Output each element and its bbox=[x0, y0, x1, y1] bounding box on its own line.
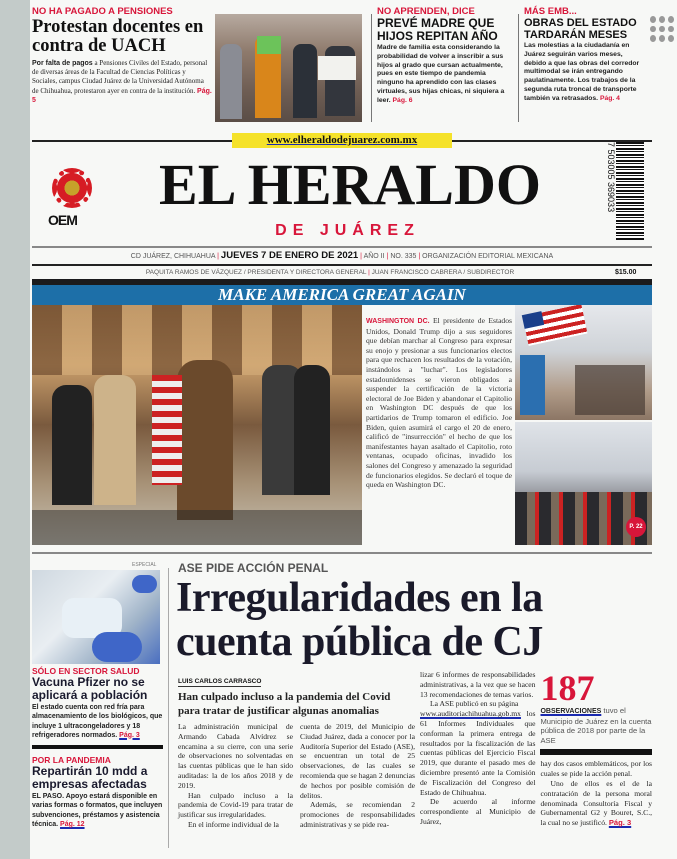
main-story bbox=[176, 561, 652, 830]
top-story-madre[interactable] bbox=[377, 6, 514, 106]
story-kicker: POR LA PANDEMIA bbox=[32, 755, 111, 766]
rule bbox=[32, 264, 652, 266]
page-ref[interactable]: Pág. 5 bbox=[32, 87, 212, 104]
story-headline: PREVÉ MADRE QUE HIJOS REPITAN AÑO bbox=[377, 16, 498, 43]
stat-text: tuvo el Municipio de Juárez en la cuenta pública de 2018 por parte de la ASE bbox=[540, 706, 652, 745]
dateline: WASHINGTON DC. bbox=[366, 318, 430, 325]
protest-photo bbox=[215, 14, 362, 122]
dateline-bar: CD JUÁREZ, CHIHUAHUA | JUEVES 7 DE ENERO DE 2021 | AÑO II | NO. 335 | ORGANIZACIÓN EDITORIAL MEXICANA bbox=[130, 250, 554, 261]
top-story-pensiones[interactable] bbox=[32, 6, 212, 105]
stat-label: OBSERVACIONES bbox=[540, 708, 602, 715]
divider bbox=[518, 14, 519, 122]
page-ref[interactable]: Pág. 6 bbox=[392, 96, 413, 104]
website-link[interactable]: www.elheraldodejuarez.com.mx bbox=[232, 133, 452, 148]
top-story-obras[interactable] bbox=[524, 6, 645, 104]
main-right-block bbox=[540, 670, 652, 830]
story-body: Madre de familia esta considerando la probabilidad de volver a inscribir a sus hijos al grado que cursan actualmente, pues en este tiempo de pandemia ninguno ha aprendido con las clases virtuales, sus hijas chicas, ni siquiera a leer. bbox=[377, 44, 505, 104]
logo-text: OEM bbox=[48, 212, 77, 228]
vaccine-photo bbox=[32, 570, 160, 664]
rule bbox=[32, 745, 163, 749]
feature-banner: MAKE AMERICA GREAT AGAIN bbox=[32, 285, 652, 305]
story-headline: OBRAS DEL ESTADO TARDARÁN MESES bbox=[524, 17, 637, 41]
divider bbox=[168, 568, 169, 848]
page-ref[interactable]: Pág. 12 bbox=[60, 821, 85, 829]
story-body: El estado cuenta con red fría para almacenamiento de los biológicos, que incluye 1 ultracongeladores y 18 refrigeradores normados. bbox=[32, 704, 163, 739]
stat-callout bbox=[540, 670, 652, 755]
story-body: Las molestias a la ciudadanía en Juárez seguirán varios meses, debido a que las obras del corredor multimodal se irán entregando paulatinamente. Los trabajos de la segunda ruta troncal de transporte también va retrasados. bbox=[524, 42, 640, 102]
capitol-crowd-photo bbox=[515, 422, 652, 545]
page-ref[interactable]: Pág. 3 bbox=[608, 818, 632, 828]
byline: LUIS CARLOS CARRASCO bbox=[178, 678, 262, 685]
article-column-1: La administración municipal de Armando Cabada Alvídrez se encamina a su cierre, con una serie de observaciones no solventadas en las cuentas públicas que le han sido auditadas: la de los años 2018 y de 2019. Han culpado incluso a la pandemia de Covid-19 para tratar de justificar sus irregularidades. En el informe individual de la bbox=[178, 722, 293, 829]
divider bbox=[371, 14, 372, 122]
article-column-4: hay dos casos emblemáticos, por los cuales se pide la acción penal. Uno de ellos es el de la contratación de la persona moral denominada Consultoría Fiscal y Gubernamental G2 y Bouret, S.C., la cual no se justificó. Pág. 3 bbox=[540, 759, 652, 828]
feature-article bbox=[366, 316, 512, 490]
barcode: 7 503005 369033 bbox=[604, 142, 644, 240]
masthead-subtitle: DE JUÁREZ bbox=[275, 222, 420, 239]
page-ref[interactable]: Pág. 4 bbox=[599, 94, 620, 102]
main-subhead: Han culpado incluso a la pandemia del Covid para tratar de justificar algunas anomalias bbox=[178, 691, 391, 717]
feature-body: El presidente de Estados Unidos, Donald Trump dijo a sus seguidores que debían marchar al Congreso para expresar su enojo y presionar a sus funcionarios electos para que rechacen los resultados de la votación, instándolos a "luchar". Los legisladores estadounidenses se vieron obligados a suspender la certificación de la victoria electoral de Joe Biden y abandonar el Capitolio en Washington DC después de que los partidarios de Trump tomaron el edificio. Joe Biden, quien asumirá el cargo el 20 de enero, calificó de "insurrección" el hecho de que los manifestantes hayan asaltado el Capitolio, roto ventanas, ocupado oficinas, invadido los salones del Congreso y amenazado la seguridad de funcionarios elegidos. Se declaró el toque de queda en Washington DC. bbox=[366, 316, 512, 490]
article-column-3: lizar 6 informes de responsabilidades administrativas, a la vez que se hacen 13 recomendaciones de temas varios. La ASE publicó en su página www.auditoriachihuahua.gob.mx los 61 Informes Individuales que conforman la primera entrega de resultados por la fiscalización de las cuentas públicas del Ejercicio Fiscal 2019, que durante el pasado mes de diciembre presentó ante la Comisión de Fiscalización del Congreso del Estado de Chihuahua. De acuerdo al informe correspondiente al Municipio de Juárez, bbox=[420, 670, 536, 826]
rule bbox=[540, 749, 652, 755]
rule bbox=[32, 246, 652, 248]
story-kicker: MÁS EMB... bbox=[524, 6, 577, 17]
story-kicker: SÓLO EN SECTOR SALUD bbox=[32, 666, 140, 676]
price: $15.00 bbox=[615, 269, 637, 276]
masthead-title: EL HERALDO bbox=[159, 152, 541, 217]
rule bbox=[32, 552, 652, 554]
sidebar-story-vacuna[interactable] bbox=[32, 666, 163, 740]
article-column-2: cuenta de 2019, del Municipio de Ciudad Juárez, dada a conocer por la Auditoría Superior del Estado (ASE), se encuentran un total de 25 observaciones, de las cuales se recomienda que se hagan 2 denuncias de hechos por posible comisión de delitos. Además, se recomiendan 2 promociones de responsabilidades administrativas y se pide rea- bbox=[300, 722, 415, 829]
capitol-rioters-photo bbox=[32, 305, 362, 545]
auditoria-link[interactable]: www.auditoriachihuahua.gob.mx bbox=[420, 709, 521, 719]
story-headline: Vacuna Pfizer no se aplicará a población bbox=[32, 675, 148, 702]
story-lead: Por falta de pagos bbox=[32, 60, 93, 67]
story-kicker: NO APRENDEN, DICE bbox=[377, 6, 475, 17]
story-kicker: NO HA PAGADO A PENSIONES bbox=[32, 6, 173, 17]
page-badge[interactable]: P. 22 bbox=[626, 517, 646, 537]
issue-date: JUEVES 7 DE ENERO DE 2021 bbox=[220, 250, 359, 261]
main-headline: Irregularidades en la cuenta pública de CJ bbox=[176, 575, 543, 665]
sidebar-story-empresas[interactable] bbox=[32, 755, 163, 829]
oem-logo bbox=[48, 168, 100, 238]
main-left-block bbox=[178, 670, 415, 830]
stat-number: 187 bbox=[540, 668, 595, 708]
story-body: a Pensiones Civiles del Estado, personal de diversas áreas de la Facultad de Ciencias Políticas y Sociales, campus Ciudad Juárez de la Universidad Autónoma de Chihuahua, protestaron ayer en contra de la institución. bbox=[32, 59, 208, 95]
capitol-flag-photo bbox=[515, 305, 652, 420]
story-headline: Protestan docentes en contra de UACH bbox=[32, 17, 204, 56]
page-ref[interactable]: Pág. 3 bbox=[119, 731, 140, 739]
photo-credit: ESPECIAL bbox=[132, 562, 157, 568]
story-headline: Repartirán 10 mdd a empresas afectadas bbox=[32, 764, 148, 792]
sidebar-column bbox=[32, 666, 163, 829]
staff-bar: PAQUITA RAMOS DE VÁZQUEZ / PRESIDENTA Y DIRECTORA GENERAL | JUAN FRANCISCO CABRERA / SUBDIRECTOR bbox=[145, 269, 515, 276]
grid-menu-icon[interactable] bbox=[648, 14, 676, 44]
story-body: EL PASO. Apoyo estará disponible en varias formas o formatos, que incluyen subvenciones, préstamos y asistencia técnica. bbox=[32, 793, 163, 829]
main-kicker: ASE PIDE ACCIÓN PENAL bbox=[178, 561, 329, 575]
